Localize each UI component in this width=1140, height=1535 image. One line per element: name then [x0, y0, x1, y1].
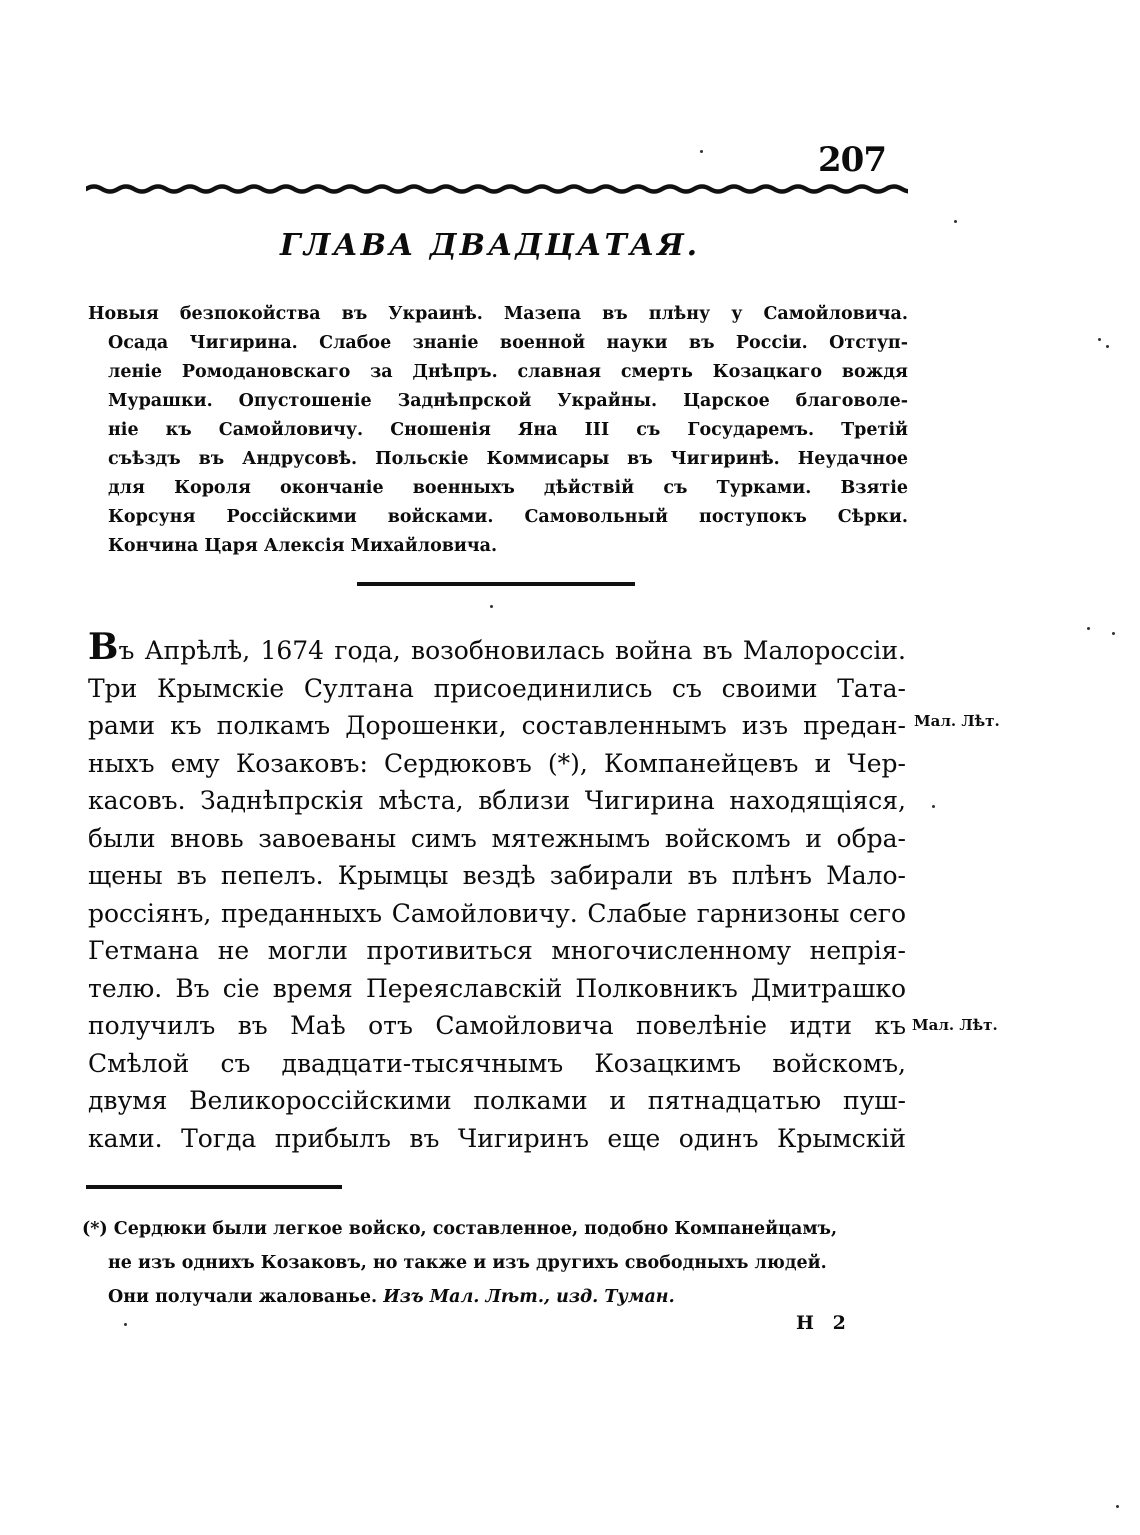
first-line-text: ъ Апрѣлѣ, 1674 года, возобновилась война въ Малороссіи.	[118, 636, 906, 665]
drop-cap: В	[88, 626, 119, 668]
body-line: россіянъ, преданныхъ Самойловичу. Слабые гарнизоны сего	[88, 898, 906, 928]
body-line: Гетмана не могли противиться многочисленному непрія-	[88, 936, 906, 965]
summary-line: леніе Ромодановскаго за Днѣпръ. славная смерть Козацкаго вождя	[108, 362, 908, 382]
summary-line: съѣздъ въ Андрусовѣ. Польскіе Коммисары въ Чигиринѣ. Неудачное	[108, 449, 908, 469]
scan-speck	[1098, 338, 1101, 341]
body-line: рами къ полкамъ Дорошенки, составленнымъ изъ предан-	[88, 711, 906, 740]
footnote-divider	[86, 1185, 342, 1189]
footnote-text: Они получали жалованье.	[108, 1287, 378, 1307]
summary-line: Осада Чигирина. Слабое знаніе военной науки въ Россіи. Отступ-	[108, 333, 908, 353]
page-number: 207	[818, 140, 886, 180]
scan-speck	[490, 605, 493, 608]
summary-line: для Короля окончаніе военныхъ дѣйствій съ Турками. Взятіе	[108, 478, 908, 498]
signature-mark: Н 2	[796, 1312, 852, 1334]
body-line: телю. Въ сіе время Переяславскій Полковникъ Дмитрашко	[88, 973, 906, 1003]
scan-speck	[1112, 632, 1115, 635]
summary-line: Новыя безпокойства въ Украинѣ. Мазепа въ плѣну у Самойловича.	[88, 304, 908, 324]
wavy-ornament-rule	[86, 178, 908, 200]
summary-line: Кончина Царя Алексія Михайловича.	[108, 536, 498, 556]
body-text	[88, 626, 906, 1157]
scan-speck	[1087, 627, 1090, 630]
scan-speck	[1116, 1505, 1119, 1508]
footnote-line: (*) Сердюки были легкое войско, составленное, подобно Компанейцамъ,	[82, 1219, 838, 1239]
body-line: касовъ. Заднѣпрскія мѣста, вблизи Чигирина находящіяся,	[88, 786, 906, 815]
scan-speck	[954, 220, 957, 223]
footnote	[82, 1212, 908, 1314]
body-line: двумя Великороссійскими полками и пятнадцатью пуш-	[88, 1086, 906, 1115]
footnote-line	[82, 1280, 908, 1314]
summary-line: ніе къ Самойловичу. Сношенія Яна III съ Государемъ. Третій	[108, 420, 908, 440]
summary-line: Корсуня Россійскими войсками. Самовольный поступокъ Сѣрки.	[108, 507, 908, 527]
body-line: ныхъ ему Козаковъ: Сердюковъ (*), Компанейцевъ и Чер-	[88, 748, 906, 778]
summary-line: Мурашки. Опустошеніе Заднѣпрской Украйны. Царское благоволе-	[108, 391, 908, 411]
chapter-summary	[88, 300, 908, 561]
margin-note: Мал. Лѣт.	[914, 712, 1000, 730]
body-line: ками. Тогда прибылъ въ Чигиринъ еще одинъ Крымскій	[88, 1123, 906, 1153]
footnote-source: Изъ Мал. Лѣт., изд. Туман.	[383, 1287, 675, 1307]
section-divider	[357, 582, 635, 586]
body-line: щены въ пепелъ. Крымцы вездѣ забирали въ плѣнъ Мало-	[88, 861, 906, 890]
scan-speck	[1106, 345, 1109, 348]
body-line: Смѣлой съ двадцати-тысячнымъ Козацкимъ войскомъ,	[88, 1048, 906, 1078]
body-line: Три Крымскіе Султана присоединились съ своими Тата-	[88, 673, 906, 703]
scan-speck	[700, 150, 703, 153]
scan-speck	[932, 805, 935, 808]
margin-note: Мал. Лѣт.	[912, 1016, 998, 1034]
footnote-line: не изъ однихъ Козаковъ, но также и изъ другихъ свободныхъ людей.	[108, 1253, 827, 1273]
body-first-line	[88, 626, 906, 670]
chapter-title: ГЛАВА ДВАДЦАТАЯ.	[280, 228, 701, 263]
body-line: были вновь завоеваны симъ мятежнымъ войскомъ и обра-	[88, 823, 906, 853]
body-line: получилъ въ Маѣ отъ Самойловича повелѣніе идти къ	[88, 1011, 906, 1040]
scan-speck	[124, 1323, 127, 1326]
